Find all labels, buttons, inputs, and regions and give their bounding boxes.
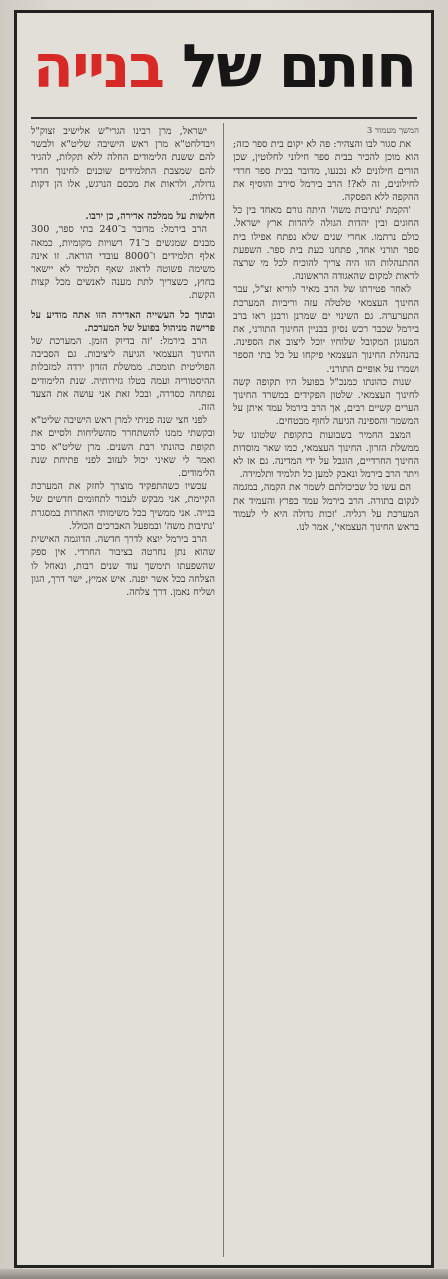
continued-note: המשך מעמוד 3 [366,126,419,136]
headline [17,25,431,109]
headline-black: חותם של [181,32,416,102]
right-paragraph: המצב החמיר בשבועות בתקופת שלטונו של ממשלת הזרון. החינוך העצמאי, כמו שאר מוסדות החינוך החרדיים, הוגבל על ידי המדינה. גם אז לא ויתר הרב בירמל ונאבק למען כל תלמיד ותלמידה. [233,429,419,481]
right-paragraph: 'הקמת 'נתיבות משה' היתה גורם מאחד בין כל החוגים ובין יהדות הגולה ליהדות ארץ ישראל. כולם נרתמו. אחרי שנים שלא נפתח אפילו בית ספר תורני אחד, פתחנו כעת בית ספר. השפעת ההתנהלות הזו היה צריך להוכיח לכל מי שרצה לראות למקום שהאגודה הראשונה. [233,205,419,283]
right-paragraph: שנות כהונתו כמנכ"ל בפועל היו תקופה קשה לחינוך העצמאי. שלטון הפקידים במשרד החינוך הערים קשיים רבים, אך הרב בירמל עמד איתן על המשמר והספינה הגיעה לחוף מבטחים. [233,376,419,428]
headline-rule [31,117,417,119]
right-column [233,125,419,1255]
column-divider [223,123,224,1257]
subheading: ובתוך כל העשייה האדירה הזו אתה מודיע על פרישה מניהול בפועל של המערכת. [31,309,215,334]
left-column [31,125,215,1255]
right-paragraph: הם עשו כל שביכולתם לשמר את הקמה, במגמה לנקום בתורה. הרב בירמל עמד בפרץ והעמיד את המערכת על רגליה. 'זכות גדולה היא לי לעמוד בראש החינוך העצמאי', אמר לנו. [233,482,419,534]
left-paragraph: הרב בירמל: 'זה בדיוק הזמן. המערכת של החינוך העצמאי הגיעה ליציבות. גם הסביבה הפוליטית תומכת. ממשלת הזדון ירדה למזבלות ההיסטוריה ועמה בטלו גזירותיה. שנת הלימודים נפתחה כסדרה, ובכל זאת אני עושה את הצעד הזה. [31,336,215,414]
subheading: חלשות על ממלכה אדירה, כן ירבו. [85,211,215,223]
article-frame [14,10,434,1268]
left-paragraph: הרב בירמל יוצא לדרך חדשה. הדוגמה האישית שהוא נתן נחרטה בציבור החרדי. אין ספק שהשפעתו תימשך עוד שנים רבות, ונאחל לו הצלחה בכל אשר יפנה. איש אמיץ, ישר דרך, הגון ושליח נאמן. דרך צלחה. [31,534,215,598]
right-paragraph: את סגור לבו והצהיר: פה לא יקום בית ספר כזה; הוא מוכן להכיר בבית ספר חילוני לחלוטין, שכן הורים חילונים לא נכנעו, מדובר בבית ספר חרדי לחילונים, זה לא?! הרב בירמל סירב והוסיף את ההקפה ללא הפסקה. [233,139,419,204]
headline-red: בנייה [32,32,164,102]
left-paragraph: ישראל, מרן רבינו הגרי"ש אלישיב זצוק"ל ויבדלחט"א מרן ראש הישיבה שליט"א ולבשר להם ששנת הלימודים החלה ללא תקלות, להגיד להם שמצבת התלמידים שוכנים לחינוך חרדי גדולה, ולראות את מכסם הנרגש, אלו הן דקות גדולות. [31,126,215,204]
page-bottom-edge [0,1269,448,1279]
left-paragraph: עכשיו כשהתפקיד מוצרך לחזק את המערכת הקיימת, אני מבקש לעבור לתחומים חדשים של בנייה. אני ממשיך בכל משימותי האחרות במסגרת 'נתיבות משה' ובמפעל האברכים הכולל. [31,481,215,532]
right-paragraph: לאחר פטירתו של הרב מאיר לוריא זצ"ל, עבר החינוך העצמאי טלטלה עזה וריביות המערכת התערערה. גם השינוי ים שמרנן ורבנן ראו ברב בירמל שכבר רכש נסיון בבניין החינוך התורני, את המעוגן המקובל שלוחיו יוכל ליצוב את הספינה. בהנהלת החינוך העצמאי פיקחו על כל בתי הספר ושמרו על אופיים התורני. [233,284,419,375]
left-paragraph: הרב בירמל: מדובר ב־240 בתי ספר, 300 מבנים שמגשים כ־71 רשויות מקומיות, כמאה אלף תלמידים ו־8000 עובדי הוראה. זו אינה משימה פשוטה לדאוג שאף תלמיד לא יישאר בחוץ, כשצריך לתת מענה לאנשים מכל קצות הקשת. [31,224,215,302]
left-paragraph: לפני חצי שנה פניתי למרן ראש הישיבה שליט"א ובקשתי ממנו להשתחרר מהשליחות ולסיים את תקופת כהונתי רבת השנים. מרן שליט"א סרב ואמר לי שאיני יכול לעזוב לפני פתיחת שנת הלימודים. [31,415,215,480]
